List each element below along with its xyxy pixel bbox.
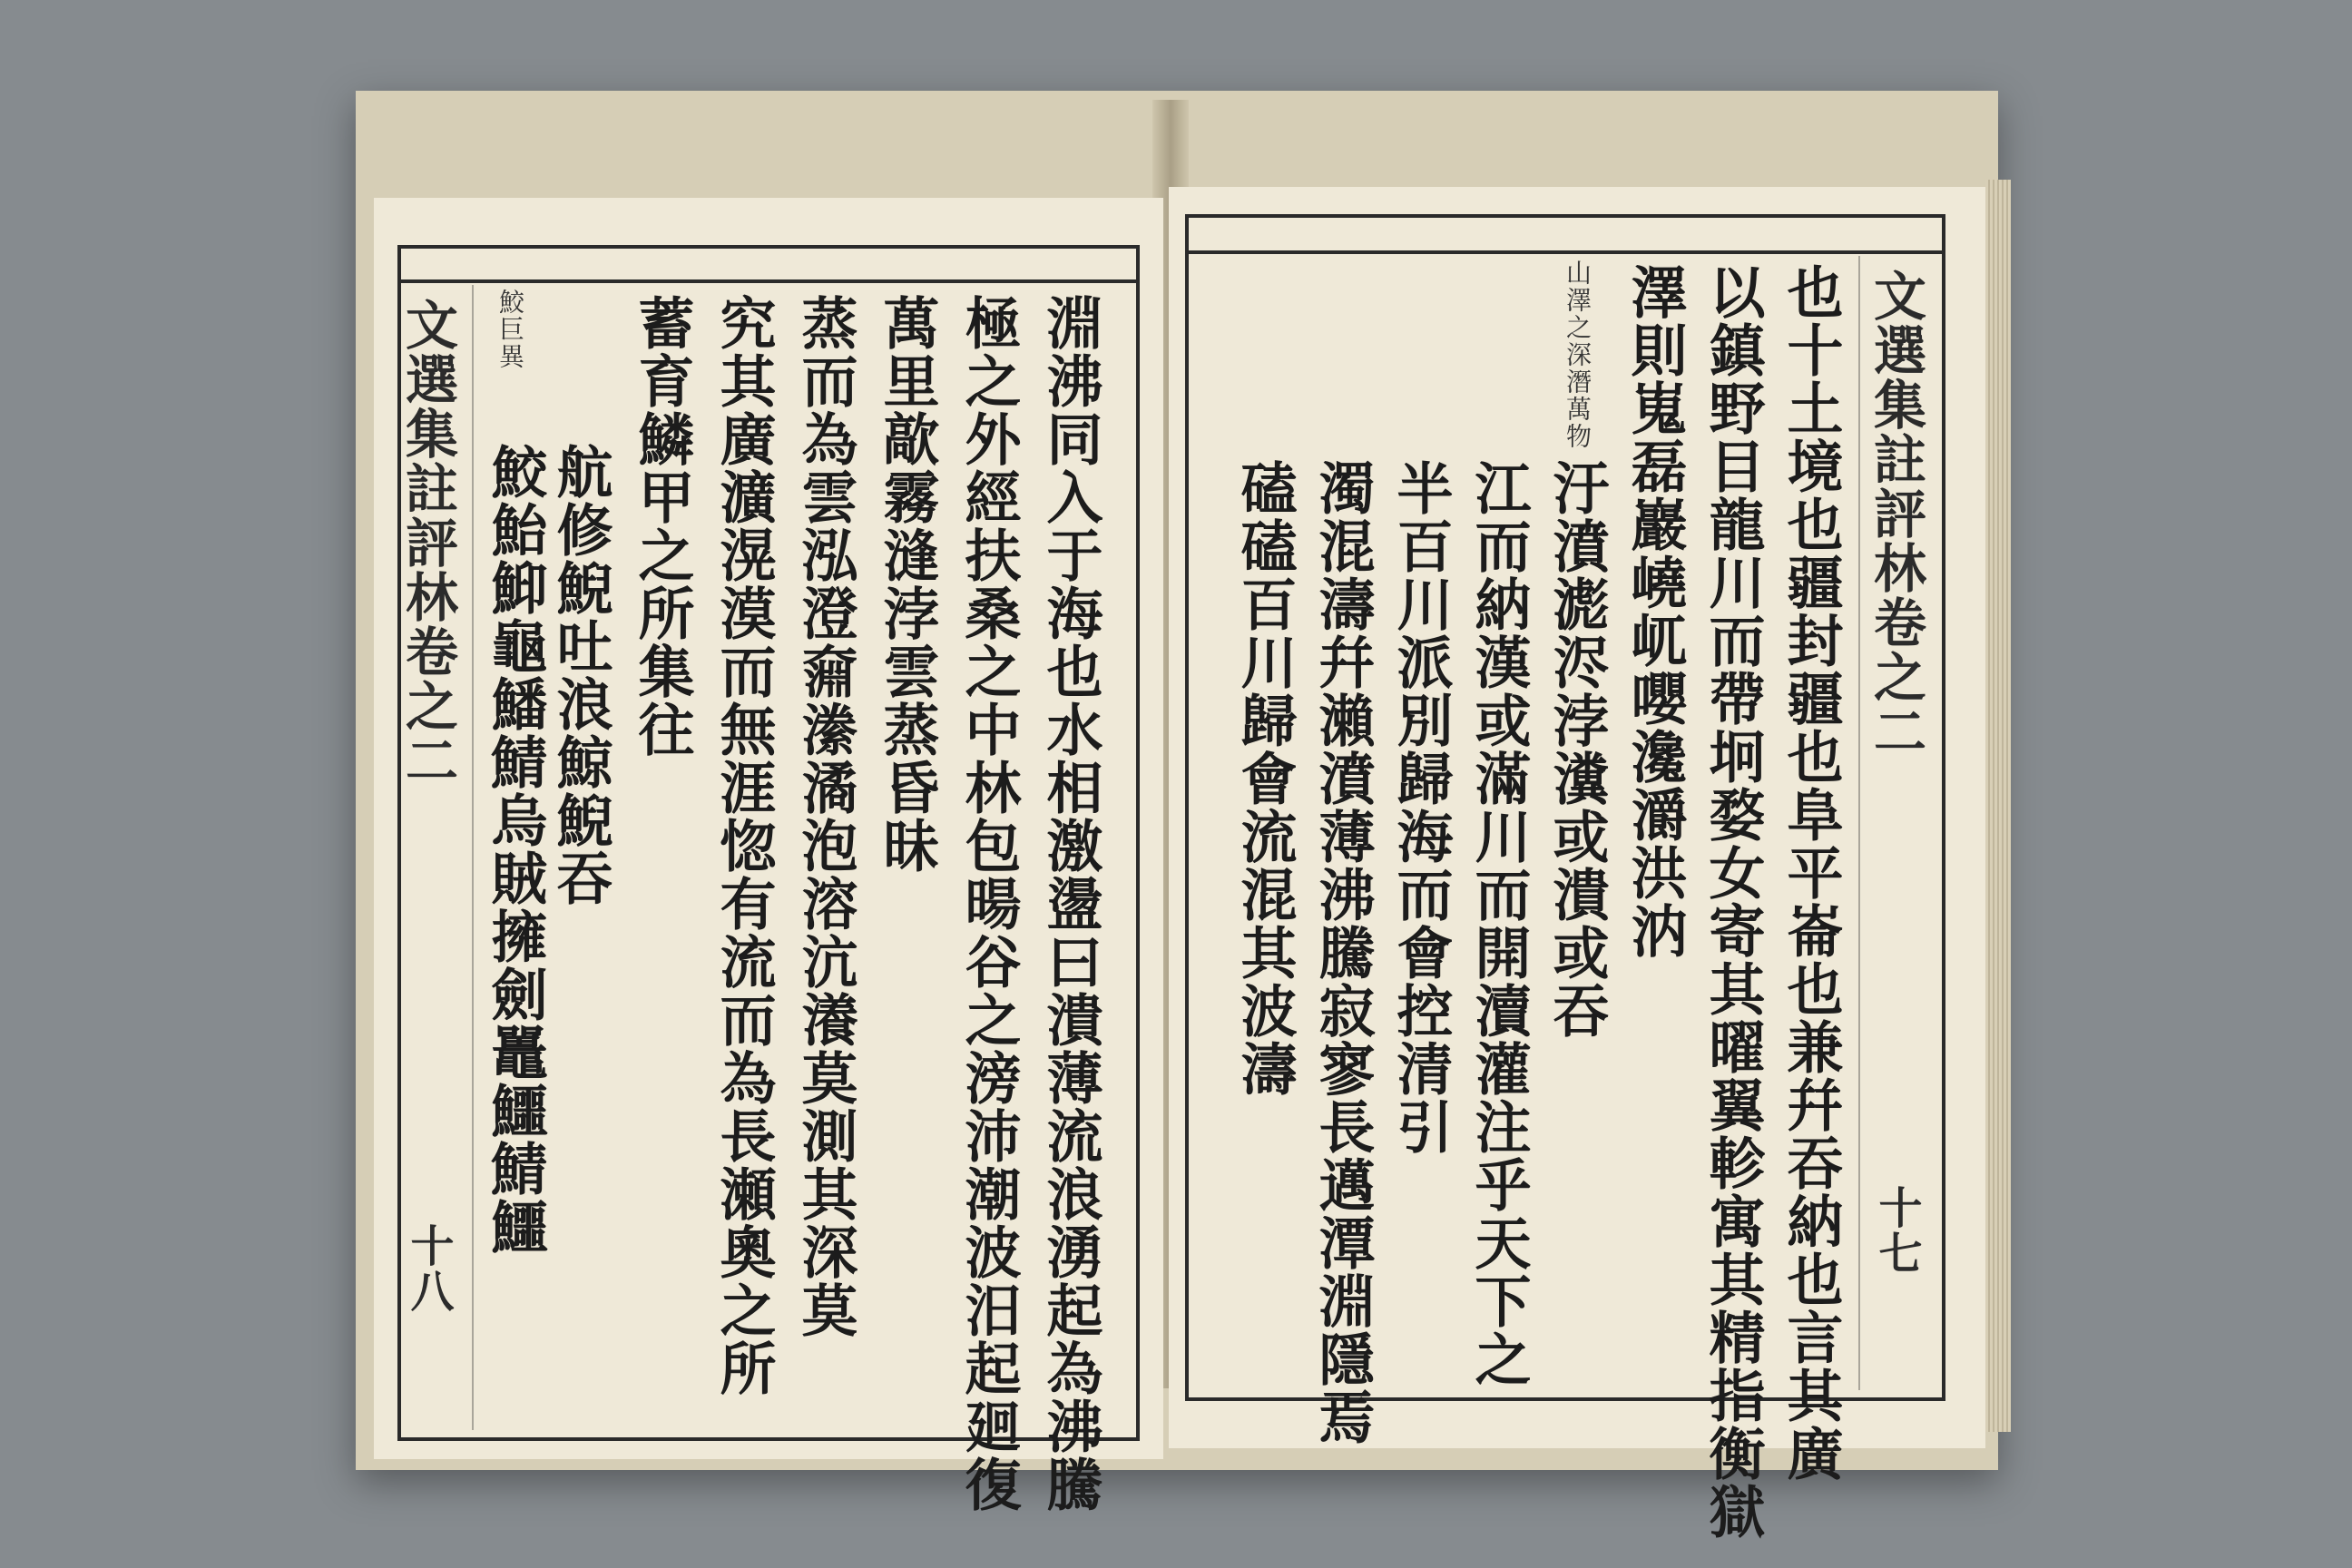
left-col-5: 究其廣瀇滉漠而無涯惚有流而為長瀬奧之所 — [710, 294, 777, 1397]
left-col-2: 極之外經扶桑之中林包暘谷之滂沛潮波汨起廻復 — [956, 294, 1022, 1514]
left-page-header-rule — [397, 279, 1136, 283]
left-col-1: 淵沸同入于海也水相激盪曰潰薄流浪湧起為沸騰 — [1037, 294, 1103, 1514]
right-col-5: 江而納漢或滿川而開瀆灌注乎天下之 — [1465, 459, 1532, 1388]
left-side-title: 文選集註評林卷之二 — [397, 298, 458, 788]
right-side-title: 文選集註評林卷之二 — [1865, 269, 1926, 759]
left-page — [374, 198, 1163, 1514]
right-col-6: 半百川派別歸海而會控清引 — [1387, 459, 1454, 1156]
right-page-header-rule — [1185, 250, 1942, 254]
left-side-separator — [472, 285, 474, 1430]
right-col-3: 澤則嵬磊巖嶢屼嚶瀺灂洪汭 — [1622, 263, 1688, 960]
right-col-2: 以鎮野目龍川而帶坰婺女寄其曜翼軫寓其精指衡獄 — [1700, 263, 1766, 1541]
left-folio-mark: 十八 — [403, 1223, 454, 1314]
right-col-7: 濁混濤幷瀨濆薄沸騰寂寥長邁潭淵隱焉 — [1309, 459, 1376, 1446]
left-top-note: 鮫巨異 — [495, 289, 525, 370]
right-col-8: 磕磕百川歸會流混其波濤 — [1231, 459, 1298, 1098]
right-top-note: 山澤之深潛萬物 — [1563, 260, 1592, 450]
left-col-3: 萬里歊霧漨浡雲蒸昏昧 — [874, 294, 940, 875]
left-col-6: 蓄育鱗甲之所集往 — [629, 294, 695, 759]
left-col-8: 鮫鮐鮣龜鱕鯖烏賊擁劍鼉鱷鯖鱷 — [482, 443, 548, 1256]
page-edge-stack — [1985, 180, 2011, 1432]
right-col-4: 汙濆滮浕浡瀵或潰或吞 — [1544, 459, 1610, 1040]
right-side-separator — [1858, 256, 1860, 1390]
right-folio-mark: 十七 — [1871, 1185, 1922, 1276]
right-page — [1169, 187, 1985, 1541]
left-col-7: 航修鯢吐浪鯨鯢吞 — [547, 443, 613, 907]
left-col-4: 蒸而為雲泓澄奫潫潏泡溶沆瀁莫測其深莫 — [792, 294, 858, 1339]
right-col-1: 也十土境也疆封疆也阜平崙也兼幷吞納也言其廣 — [1778, 263, 1844, 1483]
